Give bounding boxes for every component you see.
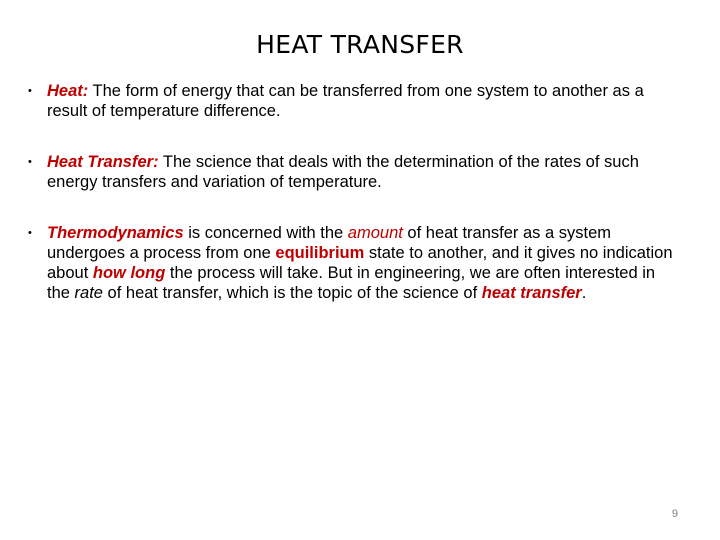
emphasis-amount: amount	[347, 224, 403, 242]
text-segment: is concerned with the	[183, 224, 348, 242]
emphasis-equilibrium: equilibrium	[275, 244, 365, 262]
bullet-dot: •	[28, 227, 32, 239]
term-thermodynamics: Thermodynamics	[47, 224, 184, 242]
emphasis-heat-transfer: heat transfer	[481, 284, 582, 302]
text-segment: .	[581, 284, 587, 302]
term-heat-transfer: Heat Transfer	[47, 153, 154, 171]
term-heat: Heat	[47, 82, 83, 100]
definition-text: The form of energy that can be transferred from one system to another as a result of temperature difference.	[47, 82, 644, 120]
text-segment: the process will take. But in engineering, we are often interested in the	[47, 264, 656, 302]
term-colon: :	[82, 82, 89, 100]
text-segment: state to another, and it gives no indication about	[47, 244, 673, 282]
text-segment: of heat transfer, which is the topic of the science of	[102, 284, 482, 302]
bullet-list	[28, 81, 678, 303]
bullet-heat-transfer	[28, 152, 678, 192]
definition-text: The science that deals with the determination of the rates of such energy transfers and variation of temperature.	[47, 153, 639, 191]
bullet-dot: •	[28, 85, 32, 97]
term-colon: :	[153, 153, 159, 171]
page-number: 9	[671, 508, 678, 520]
text-segment: of heat transfer as a system undergoes a process from one	[47, 224, 612, 262]
emphasis-how-long: how long	[92, 264, 166, 282]
slide-title: HEAT TRANSFER	[256, 30, 464, 59]
bullet-heat	[28, 81, 678, 121]
bullet-dot: •	[28, 156, 32, 168]
bullet-thermodynamics	[28, 223, 678, 303]
emphasis-rate: rate	[74, 284, 103, 302]
